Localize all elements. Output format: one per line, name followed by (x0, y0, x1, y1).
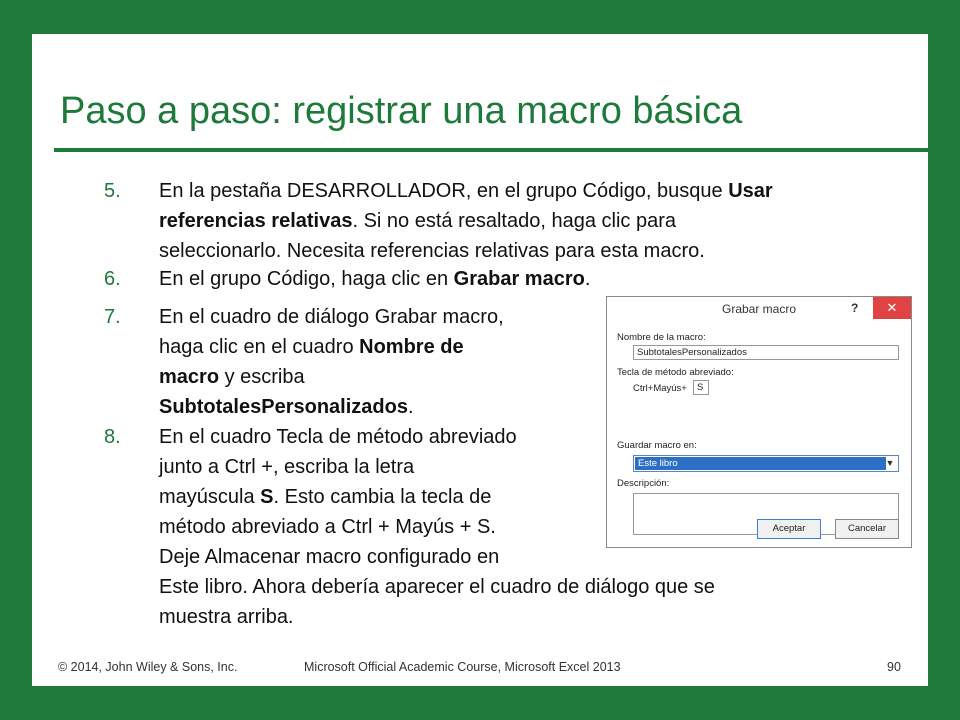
text-line (159, 392, 504, 422)
accept-button[interactable]: Aceptar (757, 519, 821, 539)
text-run: método abreviado a Ctrl + Mayús + S. (159, 516, 496, 538)
help-icon[interactable]: ? (851, 301, 859, 315)
text-run: seleccionarlo. Necesita referencias relativas para esta macro. (159, 240, 705, 262)
bold-run: Grabar macro (453, 268, 585, 290)
text-line (159, 264, 590, 294)
text-line (159, 206, 773, 236)
text-run: En la pestaña DESARROLLADOR, en el grupo Código, busque (159, 180, 729, 202)
chevron-down-icon[interactable]: ▼ (885, 458, 895, 468)
shortcut-label: Tecla de método abreviado: (617, 367, 734, 378)
text-run: . Esto cambia la tecla de (273, 486, 492, 508)
page-number: 90 (887, 660, 901, 674)
slide-title: Paso a paso: registrar una macro básica (60, 90, 743, 132)
step-text (159, 176, 773, 266)
text-run: En el cuadro Tecla de método abreviado (159, 426, 517, 448)
text-line (159, 362, 504, 392)
text-run: . (584, 268, 591, 290)
step-text (159, 302, 504, 422)
text-line (159, 236, 773, 266)
shortcut-input[interactable]: S (693, 380, 709, 395)
text-line (159, 572, 715, 602)
text-line (159, 332, 504, 362)
text-run: . Si no está resaltado, haga clic para (352, 210, 676, 232)
shortcut-prefix: Ctrl+Mayús+ (633, 383, 687, 394)
dialog-title: Grabar macro (721, 302, 797, 316)
text-line (159, 602, 715, 632)
text-line (159, 302, 504, 332)
step-number: 7. (104, 306, 121, 328)
cancel-button[interactable]: Cancelar (835, 519, 899, 539)
close-icon[interactable]: ✕ (873, 297, 911, 319)
step-text (159, 264, 590, 294)
bold-run: macro (159, 366, 220, 388)
step-number: 5. (104, 180, 121, 202)
text-line (159, 176, 773, 206)
text-run: mayúscula (159, 486, 261, 508)
footer-course: Microsoft Official Academic Course, Microsoft Excel 2013 (304, 660, 621, 674)
step-number: 6. (104, 268, 121, 290)
text-run: y escriba (219, 366, 305, 388)
text-run: . (407, 396, 414, 418)
bold-run: Usar (728, 180, 773, 202)
bold-run: S (260, 486, 274, 508)
text-run: Deje Almacenar macro configurado en (159, 546, 500, 568)
slide (32, 34, 928, 686)
text-run: muestra arriba. (159, 606, 294, 628)
text-run: Este libro. Ahora debería aparecer el cuadro de diálogo que se (159, 576, 715, 598)
bold-run: Nombre de (359, 336, 464, 358)
text-run: junto a Ctrl +, escriba la letra (159, 456, 415, 478)
store-macro-label: Guardar macro en: (617, 440, 697, 451)
bold-run: SubtotalesPersonalizados (159, 396, 408, 418)
bold-run: referencias relativas (159, 210, 353, 232)
step-number: 8. (104, 426, 121, 448)
title-rule (54, 148, 936, 152)
macro-name-label: Nombre de la macro: (617, 332, 706, 343)
text-run: En el grupo Código, haga clic en (159, 268, 454, 290)
text-run: En el cuadro de diálogo Grabar macro, (159, 306, 504, 328)
text-run: haga clic en el cuadro (159, 336, 360, 358)
record-macro-dialog (606, 296, 912, 548)
macro-name-input[interactable]: SubtotalesPersonalizados (633, 345, 899, 360)
footer-copyright: © 2014, John Wiley & Sons, Inc. (58, 660, 238, 674)
store-macro-select[interactable] (633, 455, 899, 472)
description-label: Descripción: (617, 478, 670, 489)
store-macro-value: Este libro (635, 457, 886, 470)
